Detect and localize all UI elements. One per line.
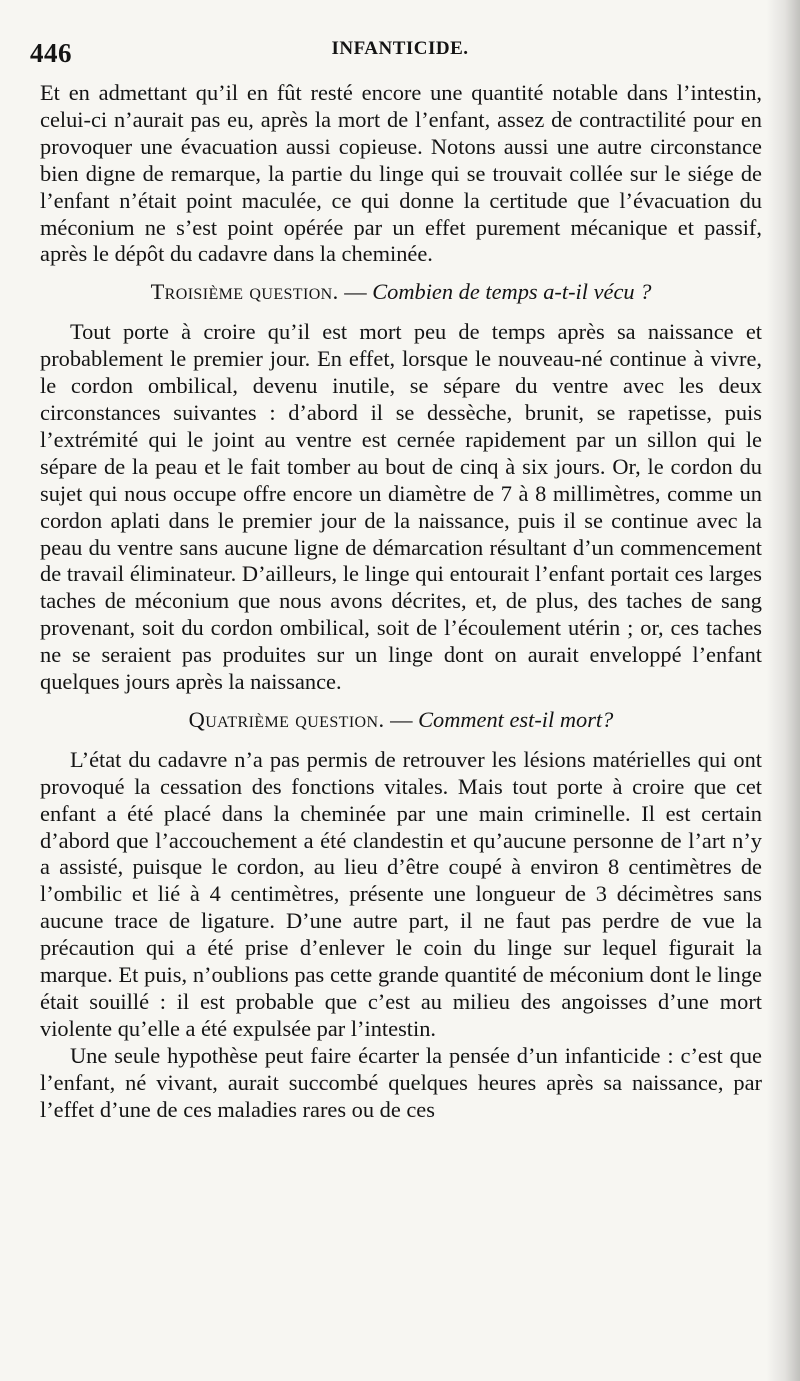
question-lead: Quatrième question. xyxy=(188,706,385,732)
question-heading-3 xyxy=(40,279,762,306)
question-lead: Troisième question. xyxy=(150,279,339,305)
running-head: INFANTICIDE. xyxy=(331,38,469,59)
question-title: Comment est-il mort? xyxy=(418,706,614,732)
paragraph: L’état du cadavre n’a pas permis de retrouver les lésions matérielles qui ont provoqué la cessation des fonctions vitales. Mais tout porte à croire que cet enfant a été placé dans la cheminée par une main criminelle. Il est certain d’abord que l’accouchement a été clandestin et qu’aucune personne de l’art n’y a assisté, puisque le cordon, au lieu d’être coupé à environ 8 centimètres de l’ombilic et lié à 4 centimètres, présente une longueur de 3 décimètres sans aucune trace de ligature. D’une autre part, il ne faut pas perdre de vue la précaution qui a été prise d’enlever le coin du linge sur lequel figurait la marque. Et puis, n’oublions pas cette grande quantité de méconium dont le linge était souillé : il est probable que c’est au milieu des angoisses d’une mort violente qu’elle a été expulsée par l’intestin. xyxy=(40,746,762,1041)
question-dash: — xyxy=(384,706,419,732)
page-number: 446 xyxy=(30,38,72,68)
paragraph: Tout porte à croire qu’il est mort peu de temps après sa naissance et probablement le premier jour. En effet, lorsque le nouveau-né continue à vivre, le cordon ombilical, devenu inutile, se sépare du ventre avec les deux circonstances suivantes : d’abord il se dessèche, brunit, se rapetisse, puis l’extrémité qui le joint au ventre est cernée rapidement par un sillon qui le sépare de la peau et le fait tomber au bout de cinq à six jours. Or, le cordon du sujet qui nous occupe offre encore un diamètre de 7 à 8 millimètres, comme un cordon aplati dans le premier jour de la naissance, puis il se continue avec la peau du ventre sans aucune ligne de démarcation résultant d’un commencement de travail éliminateur. D’ailleurs, le linge qui entourait l’enfant portait ces larges taches de méconium que nous avons décrites, et, de plus, des taches de sang provenant, soit du cordon ombilical, soit de l’écoulement utérin ; or, ces taches ne se seraient pas produites sur un linge dont on aurait enveloppé l’enfant quelques jours après la naissance. xyxy=(40,319,762,695)
body-text xyxy=(40,80,762,1124)
paragraph-continued: Et en admettant qu’il en fût resté encore une quantité notable dans l’intestin, celui-ci n’aurait pas eu, après la mort de l’enfant, assez de contractilité pour en provoquer une évacuation aussi copieuse. Notons aussi une autre circonstance bien digne de remarque, la partie du linge qui se trouvait collée sur le siége de l’enfant n’était point maculée, ce qui donne la certitude que l’évacuation du méconium ne s’est point opérée par un effet purement mécanique et passif, après le dépôt du cadavre dans la cheminée. xyxy=(40,80,762,267)
question-dash: — xyxy=(338,279,373,305)
question-title: Combien de temps a-t-il vécu ? xyxy=(372,279,652,305)
question-heading-4 xyxy=(40,707,762,734)
page-edge-shadow xyxy=(766,0,800,1381)
paragraph: Une seule hypothèse peut faire écarter la pensée d’un infanticide : c’est que l’enfant, né vivant, aurait succombé quelques heures après sa naissance, par l’effet d’une de ces maladies rares ou de ces xyxy=(40,1042,762,1122)
